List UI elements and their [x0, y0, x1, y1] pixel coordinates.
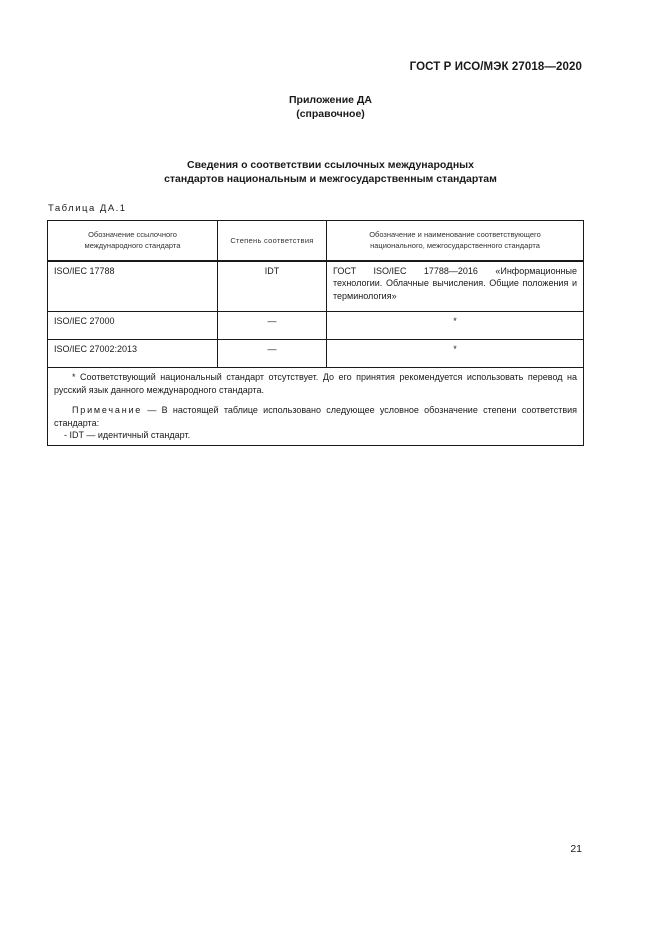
table-header-row [48, 221, 584, 261]
header-national-standard [327, 221, 584, 261]
header-degree: Степень соответствия [218, 221, 327, 261]
page-number: 21 [570, 843, 582, 855]
row-degree: — [218, 340, 327, 368]
annex-title: Приложение ДА [289, 94, 372, 106]
header-col3-line1: Обозначение и наименование соответствующего [369, 230, 541, 240]
header-col3-line2: национального, межгосударственного стандарта [370, 241, 540, 251]
header-col1-line2: международного стандарта [84, 241, 181, 251]
footnote-text: * Соответствующий национальный стандарт отсутствует. До его принятия рекомендуется использовать перевод на русский язык данного международного стандарта. [54, 372, 577, 395]
header-reference-standard [48, 221, 218, 261]
annex-subtitle: (справочное) [296, 108, 365, 120]
table-row [48, 340, 584, 368]
table-row [48, 261, 584, 312]
section-title [0, 158, 661, 186]
row-ref-standard: ISO/IEC 27002:2013 [48, 340, 218, 368]
note-text: — В настоящей таблице использовано следующее условное обозначение степени соответствия стандарта: [54, 405, 577, 428]
row-national-standard: * [327, 340, 584, 368]
table-footnote-row [48, 368, 584, 446]
row-national-standard: * [327, 312, 584, 340]
table-footnote-cell [48, 368, 584, 446]
row-ref-standard: ISO/IEC 27000 [48, 312, 218, 340]
row-ref-standard: ISO/IEC 17788 [48, 261, 218, 312]
note-item: - IDT — идентичный стандарт. [64, 430, 191, 440]
annex-heading [0, 93, 661, 121]
section-title-line2: стандартов национальным и межгосударственным стандартам [164, 173, 497, 185]
note-paragraph [54, 404, 577, 429]
standard-code: ГОСТ Р ИСО/МЭК 27018—2020 [409, 61, 582, 73]
row-degree: — [218, 312, 327, 340]
section-title-line1: Сведения о соответствии ссылочных международных [187, 159, 474, 171]
correspondence-table [47, 220, 584, 446]
row-national-standard: ГОСТ ISO/IEC 17788—2016 «Информационные технологии. Облачные вычисления. Общие положения и терминология» [327, 261, 584, 312]
row-degree: IDT [218, 261, 327, 312]
header-col1-line1: Обозначение ссылочного [88, 230, 177, 240]
table-row [48, 312, 584, 340]
table-caption: Таблица ДА.1 [48, 203, 127, 214]
note-label: Примечание [72, 405, 143, 415]
